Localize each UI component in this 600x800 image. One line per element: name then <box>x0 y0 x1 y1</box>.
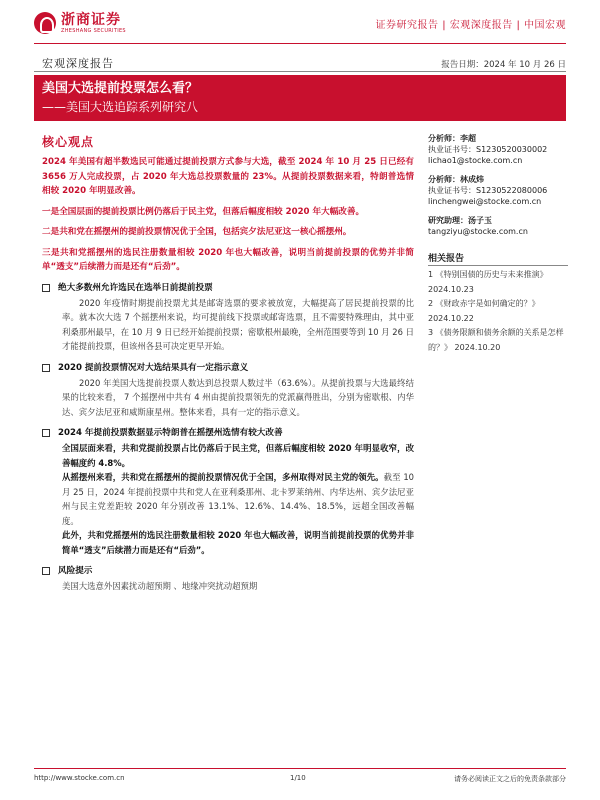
footer-divider <box>34 768 566 769</box>
title-banner <box>34 75 566 121</box>
section-bold-paragraph: 全国层面来看，共和党提前投票占比仍落后于民主党，但落后幅度相较 2020 年明显收窄，改善幅度约 4.8%。 <box>62 443 414 468</box>
analyst-name: 分析师：李超 <box>428 134 476 143</box>
page-header <box>34 12 566 42</box>
related-reports-list <box>428 268 568 355</box>
highlight-paragraph: 一是全国层面的提前投票比例仍落后于民主党，但落后幅度相较 2020 年大幅改善。 <box>42 206 365 217</box>
section-title: 绝大多数州允许选民在选举日前提前投票 <box>58 282 213 293</box>
highlight-paragraph: 三是共和党摇摆州的选民注册数量相较 2020 年也大幅改善，说明当前提前投票的优势并非简单“透支”后续潜力而是还有“后劲”。 <box>42 247 414 272</box>
analyst-info <box>428 174 568 207</box>
checkbox-bullet-icon <box>42 429 50 437</box>
related-report-item[interactable]: 1 《特别国债的历史与未来推演》 2024.10.23 <box>428 270 548 294</box>
analyst-email[interactable]: lichao1@stocke.com.cn <box>428 156 523 165</box>
analyst-name: 分析师：林成炜 <box>428 175 484 184</box>
core-view-heading: 核心观点 <box>42 135 95 149</box>
mixed-body: 截至 10 月 25 日，2024 年提前投票中共和党人在亚利桑那州、北卡罗莱纳州、内华达州、宾夕法尼亚州与民主党差距较 2020 年分别改善 13.1%、12.6%、14.4%、18.5%，远超全国改善幅度。 <box>62 472 414 526</box>
analyst-cert: 执业证书号：S1230522080006 <box>428 186 548 195</box>
related-report-item[interactable]: 3 《债务限额和债务余额的关系是怎样的？》 2024.10.20 <box>428 328 564 352</box>
analyst-email[interactable]: tangziyu@stocke.com.cn <box>428 227 528 236</box>
section-heading <box>42 361 414 375</box>
section-heading <box>42 426 414 440</box>
section-heading <box>42 564 414 578</box>
logo-text-en: ZHESHANG SECURITIES <box>61 28 126 34</box>
title-divider <box>34 71 566 72</box>
related-reports-heading: 相关报告 <box>428 254 465 264</box>
report-title: 美国大选提前投票怎么看？ <box>42 81 199 96</box>
section-bold-paragraph: 此外，共和党摇摆州的选民注册数量相较 2020 年也大幅改善，说明当前提前投票的优势并非简单“透支”后续潜力而是还有“后劲”。 <box>62 530 414 555</box>
logo <box>34 12 126 34</box>
related-report-item[interactable]: 2 《财政赤字是如何确定的？》 2024.10.22 <box>428 299 540 323</box>
analyst-name: 研究助理：汤子玉 <box>428 216 492 225</box>
report-subtitle: ——美国大选追踪系列研究八 <box>42 100 199 114</box>
related-divider <box>428 265 568 266</box>
zheshang-logo-icon <box>34 12 56 34</box>
footer-disclaimer: 请务必阅读正文之后的免责条款部分 <box>454 775 566 783</box>
section-heading <box>42 281 414 295</box>
page-number: 1/10 <box>290 774 306 782</box>
analyst-info <box>428 215 568 237</box>
main-content <box>42 155 414 594</box>
logo-text-cn: 浙商证券 <box>61 12 121 28</box>
section-body: 2020 年疫情时期提前投票尤其是邮寄选票的要求被放宽，大幅提高了居民提前投票的比率。就本次大选 7 个摇摆州来说，均可提前线下投票或邮寄选票，且不需要特殊理由，其中亚利桑那州最早，在 10 月 9 日已经开始提前投票；密歇根州最晚，全州范围要等到 10 月 26 日才能提前投票，但该州各县可决定更早开始。 <box>62 297 414 351</box>
analyst-cert: 执业证书号：S1230520030002 <box>428 145 548 154</box>
checkbox-bullet-icon <box>42 567 50 575</box>
section-mixed-paragraph <box>42 470 414 528</box>
analyst-email[interactable]: linchengwei@stocke.com.cn <box>428 197 542 206</box>
analyst-info <box>428 133 568 166</box>
section-title: 风险提示 <box>58 566 93 576</box>
header-divider <box>34 43 566 44</box>
analyst-panel <box>428 133 568 245</box>
report-date: 报告日期：2024 年 10 月 26 日 <box>441 60 566 70</box>
report-type-label: 宏观深度报告 <box>42 57 114 70</box>
section-body: 2020 年美国大选提前投票人数达到总投票人数过半（63.6%）。从提前投票与大选最终结果的比较来看， 7 个摇摆州中共有 4 州由提前投票领先的党派赢得胜出，分别为密歇根、内华达、宾夕法尼亚和威斯康星州。整体来看，具有一定的指示意义。 <box>62 377 414 417</box>
footer-url[interactable]: http://www.stocke.com.cn <box>34 774 125 782</box>
highlight-paragraph: 二是共和党在摇摆州的提前投票情况优于全国，包括宾夕法尼亚这一核心摇摆州。 <box>42 227 352 237</box>
section-title: 2020 提前投票情况对大选结果具有一定指示意义 <box>58 362 249 373</box>
highlight-paragraph: 2024 年美国有超半数选民可能通过提前投票方式参与大选，截至 2024 年 10 月 25 日已经有 3656 万人完成投票，占 2020 年大选总投票数量的 23%。从提前投票数据来看，特朗普选情相较 2020 年明显改善。 <box>42 157 414 196</box>
header-category: 证券研究报告 | 宏观深度报告 | 中国宏观 <box>375 20 566 31</box>
risk-body: 美国大选意外因素扰动超预期 、地缘冲突扰动超预期 <box>62 581 258 591</box>
mixed-bold-lead: 从摇摆州来看，共和党在摇摆州的提前投票情况优于全国，多州取得对民主党的领先。 <box>62 472 384 482</box>
section-title: 2024 年提前投票数据显示特朗普在摇摆州选情有较大改善 <box>58 428 283 438</box>
checkbox-bullet-icon <box>42 284 50 292</box>
checkbox-bullet-icon <box>42 364 50 372</box>
